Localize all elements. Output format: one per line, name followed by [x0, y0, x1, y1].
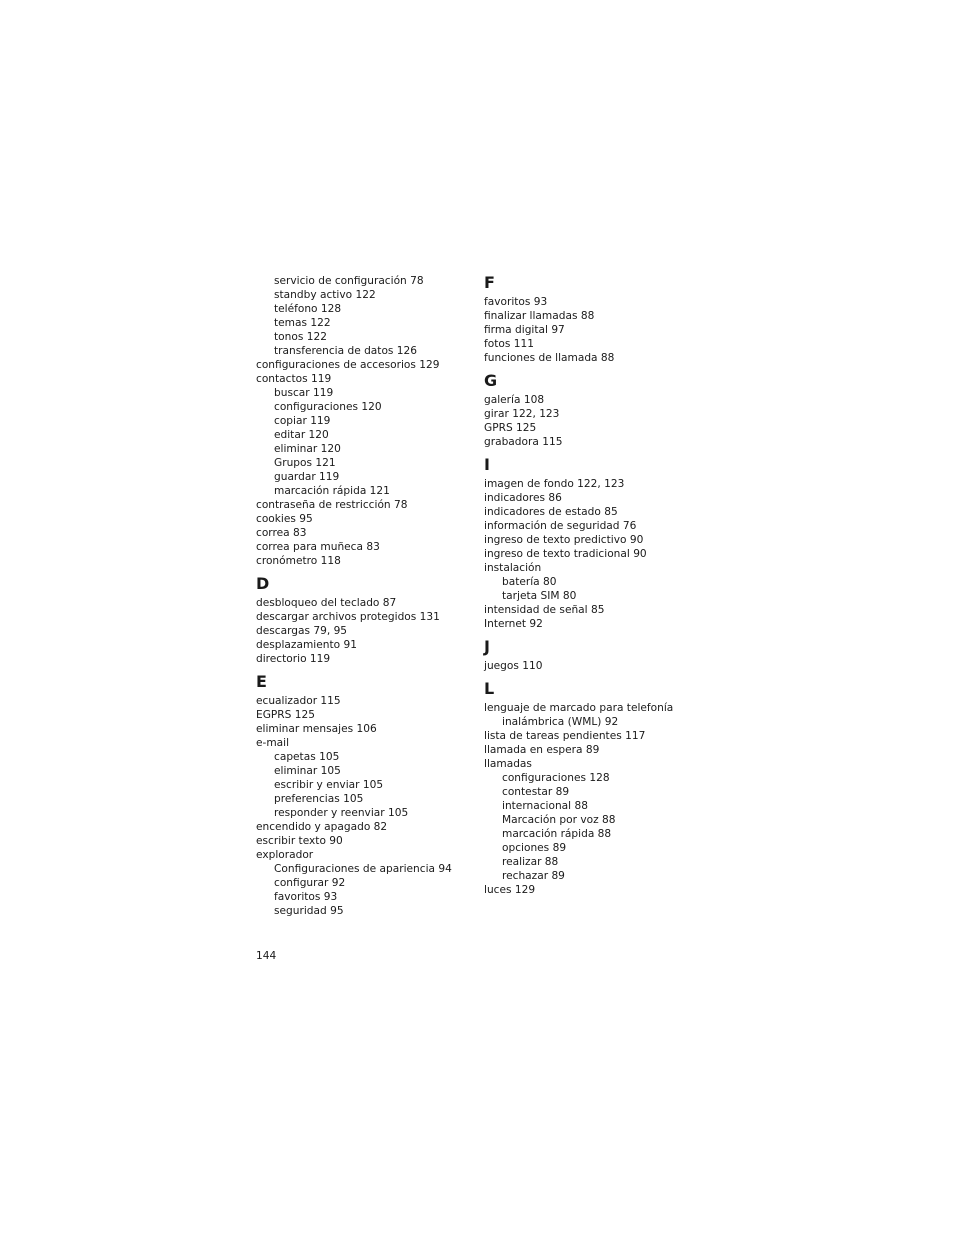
index-entry: galería 108 — [484, 394, 545, 406]
index-entry: eliminar mensajes 106 — [256, 723, 377, 735]
index-subentry: seguridad 95 — [274, 905, 344, 917]
index-entry: encendido y apagado 82 — [256, 821, 388, 833]
index-letter-heading: E — [256, 672, 267, 691]
index-subentry: realizar 88 — [502, 856, 559, 868]
index-entry: explorador — [256, 849, 314, 861]
index-entry: finalizar llamadas 88 — [484, 310, 595, 322]
index-entry: girar 122, 123 — [484, 408, 560, 420]
index-entry: llamadas — [484, 758, 532, 770]
index-subentry: guardar 119 — [274, 471, 340, 483]
index-entry: instalación — [484, 562, 542, 574]
index-subentry: transferencia de datos 126 — [274, 345, 418, 357]
index-subentry: marcación rápida 88 — [502, 828, 612, 840]
index-subentry: buscar 119 — [274, 387, 334, 399]
index-subentry: capetas 105 — [274, 751, 340, 763]
index-subentry: copiar 119 — [274, 415, 331, 427]
index-entry: cookies 95 — [256, 513, 313, 525]
index-subentry: servicio de configuración 78 — [274, 275, 424, 287]
index-entry: indicadores de estado 85 — [484, 506, 618, 518]
index-subentry: internacional 88 — [502, 800, 588, 812]
index-subentry: responder y reenviar 105 — [274, 807, 409, 819]
index-entry: EGPRS 125 — [256, 709, 315, 721]
index-subentry: configuraciones 120 — [274, 401, 382, 413]
index-letter-heading: J — [484, 637, 490, 656]
index-subentry: marcación rápida 121 — [274, 485, 390, 497]
index-letter-heading: D — [256, 574, 270, 593]
index-letter-heading: L — [484, 679, 495, 698]
index-subentry: teléfono 128 — [274, 303, 342, 315]
index-entry: descargar archivos protegidos 131 — [256, 611, 440, 623]
index-entry: descargas 79, 95 — [256, 625, 348, 637]
index-entry: funciones de llamada 88 — [484, 352, 615, 364]
index-entry: correa para muñeca 83 — [256, 541, 380, 553]
index-entry: e-mail — [256, 737, 290, 749]
index-subentry: contestar 89 — [502, 786, 570, 798]
index-entry: correa 83 — [256, 527, 307, 539]
index-subentry: preferencias 105 — [274, 793, 364, 805]
index-entry: directorio 119 — [256, 653, 331, 665]
index-subentry: editar 120 — [274, 429, 329, 441]
index-subentry: rechazar 89 — [502, 870, 565, 882]
index-subentry: Marcación por voz 88 — [502, 814, 616, 826]
index-entry: contraseña de restricción 78 — [256, 499, 408, 511]
index-entry: favoritos 93 — [484, 296, 548, 308]
index-entry: configuraciones de accesorios 129 — [256, 359, 440, 371]
index-entry: escribir texto 90 — [256, 835, 343, 847]
index-subentry: batería 80 — [502, 576, 557, 588]
index-entry: contactos 119 — [256, 373, 332, 385]
index-entry: ingreso de texto predictivo 90 — [484, 534, 644, 546]
index-letter-heading: I — [484, 455, 490, 474]
index-subentry: configurar 92 — [274, 877, 346, 889]
index-entry-continuation: inalámbrica (WML) 92 — [502, 716, 619, 728]
index-entry: intensidad de señal 85 — [484, 604, 605, 616]
index-entry: luces 129 — [484, 884, 536, 896]
index-entry: cronómetro 118 — [256, 555, 341, 567]
index-entry: Internet 92 — [484, 618, 543, 630]
index-subentry: favoritos 93 — [274, 891, 338, 903]
index-subentry: Grupos 121 — [274, 457, 336, 469]
index-entry: lista de tareas pendientes 117 — [484, 730, 646, 742]
index-entry: desplazamiento 91 — [256, 639, 357, 651]
index-entry: indicadores 86 — [484, 492, 562, 504]
index-entry: juegos 110 — [484, 660, 543, 672]
index-subentry: tarjeta SIM 80 — [502, 590, 577, 602]
page-number: 144 — [256, 950, 277, 962]
index-subentry: eliminar 105 — [274, 765, 341, 777]
index-subentry: configuraciones 128 — [502, 772, 610, 784]
index-subentry: escribir y enviar 105 — [274, 779, 384, 791]
index-entry: firma digital 97 — [484, 324, 565, 336]
index-subentry: eliminar 120 — [274, 443, 341, 455]
index-entry: fotos 111 — [484, 338, 534, 350]
index-subentry: standby activo 122 — [274, 289, 376, 301]
index-letter-heading: G — [484, 371, 498, 390]
index-letter-heading: F — [484, 273, 495, 292]
index-column-right — [484, 274, 699, 897]
index-subentry: Configuraciones de apariencia 94 — [274, 863, 452, 875]
index-entry: grabadora 115 — [484, 436, 563, 448]
index-entry: ingreso de texto tradicional 90 — [484, 548, 647, 560]
index-entry: desbloqueo del teclado 87 — [256, 597, 397, 609]
index-column-left — [256, 274, 471, 918]
index-entry: información de seguridad 76 — [484, 520, 637, 532]
index-entry: ecualizador 115 — [256, 695, 341, 707]
index-subentry: temas 122 — [274, 317, 331, 329]
index-entry: GPRS 125 — [484, 422, 537, 434]
index-entry: imagen de fondo 122, 123 — [484, 478, 625, 490]
index-entry: llamada en espera 89 — [484, 744, 600, 756]
index-entry: lenguaje de marcado para telefonía — [484, 702, 674, 714]
index-subentry: opciones 89 — [502, 842, 567, 854]
index-subentry: tonos 122 — [274, 331, 327, 343]
